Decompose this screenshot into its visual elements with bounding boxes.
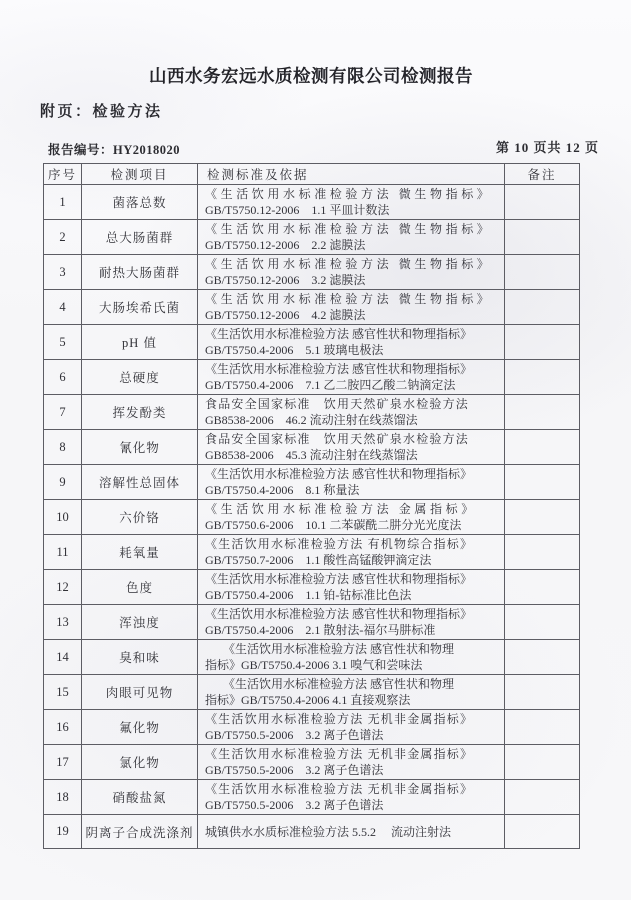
cell-serial-number: 17 <box>44 745 82 780</box>
cell-test-item: 浑浊度 <box>82 605 198 640</box>
method-line: 《生活饮用水标准检验方法 无机非金属指标》 <box>205 712 474 726</box>
cell-test-item: 耐热大肠菌群 <box>82 255 198 290</box>
cell-remark <box>505 745 580 780</box>
cell-serial-number: 11 <box>44 535 82 570</box>
cell-serial-number: 1 <box>44 185 82 220</box>
method-line: GB/T5750.4-2006 2.1 散射法-福尔马肼标准 <box>205 623 436 637</box>
cell-test-item: 阴离子合成洗涤剂 <box>82 815 198 849</box>
table-row <box>44 360 580 395</box>
method-line: GB/T5750.5-2006 3.2 离子色谱法 <box>205 798 384 812</box>
method-line: 食品安全国家标准 饮用天然矿泉水检验方法 <box>205 397 470 411</box>
cell-test-item: 氟化物 <box>82 710 198 745</box>
table-row <box>44 325 580 360</box>
method-line: 《生活饮用水标准检验方法 感官性状和物理指标》 <box>205 327 473 341</box>
method-line: GB/T5750.5-2006 3.2 离子色谱法 <box>205 763 384 777</box>
cell-serial-number: 15 <box>44 675 82 710</box>
cell-test-item: 硝酸盐氮 <box>82 780 198 815</box>
method-line: 《生活饮用水标准检验方法 感官性状和物理 <box>205 677 455 691</box>
cell-serial-number: 10 <box>44 500 82 535</box>
cell-standard-method <box>198 185 505 220</box>
cell-serial-number: 16 <box>44 710 82 745</box>
cell-remark <box>505 185 580 220</box>
table-row <box>44 815 580 849</box>
method-line: 《生活饮用水标准检验方法 微生物指标》 <box>205 257 493 271</box>
cell-standard-method <box>198 640 505 675</box>
cell-test-item: 肉眼可见物 <box>82 675 198 710</box>
cell-remark <box>505 640 580 675</box>
table-row <box>44 290 580 325</box>
report-table-body <box>44 185 580 849</box>
cell-standard-method <box>198 395 505 430</box>
method-line: 《生活饮用水标准检验方法 微生物指标》 <box>205 187 493 201</box>
table-row <box>44 255 580 290</box>
cell-test-item: 六价铬 <box>82 500 198 535</box>
table-row <box>44 675 580 710</box>
cell-standard-method <box>198 360 505 395</box>
method-line: 《生活饮用水标准检验方法 无机非金属指标》 <box>205 747 474 761</box>
method-line: 城镇供水水质标准检验方法 5.5.2 流动注射法 <box>205 824 452 839</box>
cell-serial-number: 9 <box>44 465 82 500</box>
cell-test-item: 臭和味 <box>82 640 198 675</box>
cell-remark <box>505 255 580 290</box>
cell-test-item: 色度 <box>82 570 198 605</box>
cell-standard-method <box>198 465 505 500</box>
method-line: GB8538-2006 46.2 流动注射在线蒸馏法 <box>205 413 418 427</box>
method-line: 《生活饮用水标准检验方法 感官性状和物理指标》 <box>205 607 473 621</box>
cell-remark <box>505 780 580 815</box>
page-indicator: 第 10 页共 12 页 <box>495 140 599 155</box>
method-line: 指标》GB/T5750.4-2006 4.1 直接观察法 <box>205 693 411 707</box>
table-header-row <box>44 164 580 185</box>
header-cell-item: 检测项目 <box>82 164 198 185</box>
cell-serial-number: 5 <box>44 325 82 360</box>
method-line: 《生活饮用水标准检验方法 无机非金属指标》 <box>205 782 474 796</box>
cell-remark <box>505 220 580 255</box>
method-line: GB/T5750.6-2006 10.1 二苯碳酰二肼分光光度法 <box>205 518 462 532</box>
method-line: GB/T5750.12-2006 1.1 平皿计数法 <box>205 203 390 217</box>
cell-remark <box>505 465 580 500</box>
method-line: GB/T5750.4-2006 1.1 铂-钴标准比色法 <box>205 588 412 602</box>
table-row <box>44 745 580 780</box>
cell-standard-method <box>198 745 505 780</box>
cell-test-item: 溶解性总固体 <box>82 465 198 500</box>
method-line: 食品安全国家标准 饮用天然矿泉水检验方法 <box>205 432 470 446</box>
cell-standard-method <box>198 325 505 360</box>
cell-serial-number: 13 <box>44 605 82 640</box>
method-line: GB/T5750.4-2006 7.1 乙二胺四乙酸二钠滴定法 <box>205 378 456 392</box>
method-line: GB8538-2006 45.3 流动注射在线蒸馏法 <box>205 448 418 462</box>
cell-remark <box>505 290 580 325</box>
method-line: 《生活饮用水标准检验方法 感官性状和物理 <box>205 642 455 656</box>
cell-serial-number: 4 <box>44 290 82 325</box>
method-line: 《生活饮用水标准检验方法 有机物综合指标》 <box>205 537 474 551</box>
cell-remark <box>505 325 580 360</box>
cell-test-item: 菌落总数 <box>82 185 198 220</box>
method-line: GB/T5750.12-2006 4.2 滤膜法 <box>205 308 366 322</box>
method-line: GB/T5750.5-2006 3.2 离子色谱法 <box>205 728 384 742</box>
cell-standard-method <box>198 430 505 465</box>
cell-remark <box>505 360 580 395</box>
cell-standard-method <box>198 500 505 535</box>
cell-test-item: 总大肠菌群 <box>82 220 198 255</box>
cell-standard-method <box>198 570 505 605</box>
method-line: 《生活饮用水标准检验方法 感官性状和物理指标》 <box>205 467 473 481</box>
cell-serial-number: 6 <box>44 360 82 395</box>
report-table <box>43 163 580 849</box>
cell-serial-number: 3 <box>44 255 82 290</box>
table-row <box>44 395 580 430</box>
cell-serial-number: 12 <box>44 570 82 605</box>
table-row <box>44 535 580 570</box>
table-row <box>44 640 580 675</box>
cell-test-item: 氰化物 <box>82 430 198 465</box>
method-line: GB/T5750.7-2006 1.1 酸性高锰酸钾滴定法 <box>205 553 432 567</box>
header-cell-remark: 备注 <box>505 164 580 185</box>
header-cell-standard: 检测标准及依据 <box>198 164 505 185</box>
cell-test-item: 挥发酚类 <box>82 395 198 430</box>
cell-serial-number: 19 <box>44 815 82 849</box>
cell-standard-method <box>198 255 505 290</box>
method-line: 《生活饮用水标准检验方法 金属指标》 <box>205 502 477 516</box>
cell-standard-method <box>198 290 505 325</box>
cell-standard-method <box>198 780 505 815</box>
cell-remark <box>505 675 580 710</box>
cell-serial-number: 2 <box>44 220 82 255</box>
cell-test-item: 氯化物 <box>82 745 198 780</box>
report-number: 报告编号：HY2018020 <box>48 143 181 157</box>
cell-remark <box>505 815 580 849</box>
table-row <box>44 185 580 220</box>
cell-remark <box>505 570 580 605</box>
cell-serial-number: 7 <box>44 395 82 430</box>
cell-test-item: 大肠埃希氏菌 <box>82 290 198 325</box>
page-title: 山西水务宏远水质检测有限公司检测报告 <box>149 66 473 86</box>
method-line: 《生活饮用水标准检验方法 微生物指标》 <box>205 222 493 236</box>
cell-standard-method <box>198 710 505 745</box>
cell-remark <box>505 605 580 640</box>
method-line: GB/T5750.12-2006 2.2 滤膜法 <box>205 238 366 252</box>
cell-remark <box>505 500 580 535</box>
cell-remark <box>505 710 580 745</box>
table-row <box>44 570 580 605</box>
table-row <box>44 780 580 815</box>
cell-serial-number: 8 <box>44 430 82 465</box>
page-subtitle: 附页：检验方法 <box>40 104 163 120</box>
cell-remark <box>505 535 580 570</box>
cell-remark <box>505 430 580 465</box>
header-cell-no: 序号 <box>44 164 82 185</box>
cell-standard-method <box>198 535 505 570</box>
table-row <box>44 220 580 255</box>
cell-test-item: 耗氧量 <box>82 535 198 570</box>
cell-serial-number: 18 <box>44 780 82 815</box>
cell-remark <box>505 395 580 430</box>
table-row <box>44 500 580 535</box>
method-line: 《生活饮用水标准检验方法 感官性状和物理指标》 <box>205 362 473 376</box>
cell-test-item: 总硬度 <box>82 360 198 395</box>
table-row <box>44 465 580 500</box>
cell-standard-method <box>198 675 505 710</box>
cell-test-item: pH 值 <box>82 325 198 360</box>
table-row <box>44 605 580 640</box>
method-line: 《生活饮用水标准检验方法 微生物指标》 <box>205 292 493 306</box>
method-line: GB/T5750.12-2006 3.2 滤膜法 <box>205 273 366 287</box>
table-row <box>44 430 580 465</box>
cell-standard-method <box>198 815 505 849</box>
cell-serial-number: 14 <box>44 640 82 675</box>
cell-standard-method <box>198 220 505 255</box>
method-line: 《生活饮用水标准检验方法 感官性状和物理指标》 <box>205 572 473 586</box>
method-line: GB/T5750.4-2006 8.1 称量法 <box>205 483 360 497</box>
method-line: GB/T5750.4-2006 5.1 玻璃电极法 <box>205 343 384 357</box>
method-line: 指标》GB/T5750.4-2006 3.1 嗅气和尝味法 <box>205 658 423 672</box>
table-row <box>44 710 580 745</box>
cell-standard-method <box>198 605 505 640</box>
